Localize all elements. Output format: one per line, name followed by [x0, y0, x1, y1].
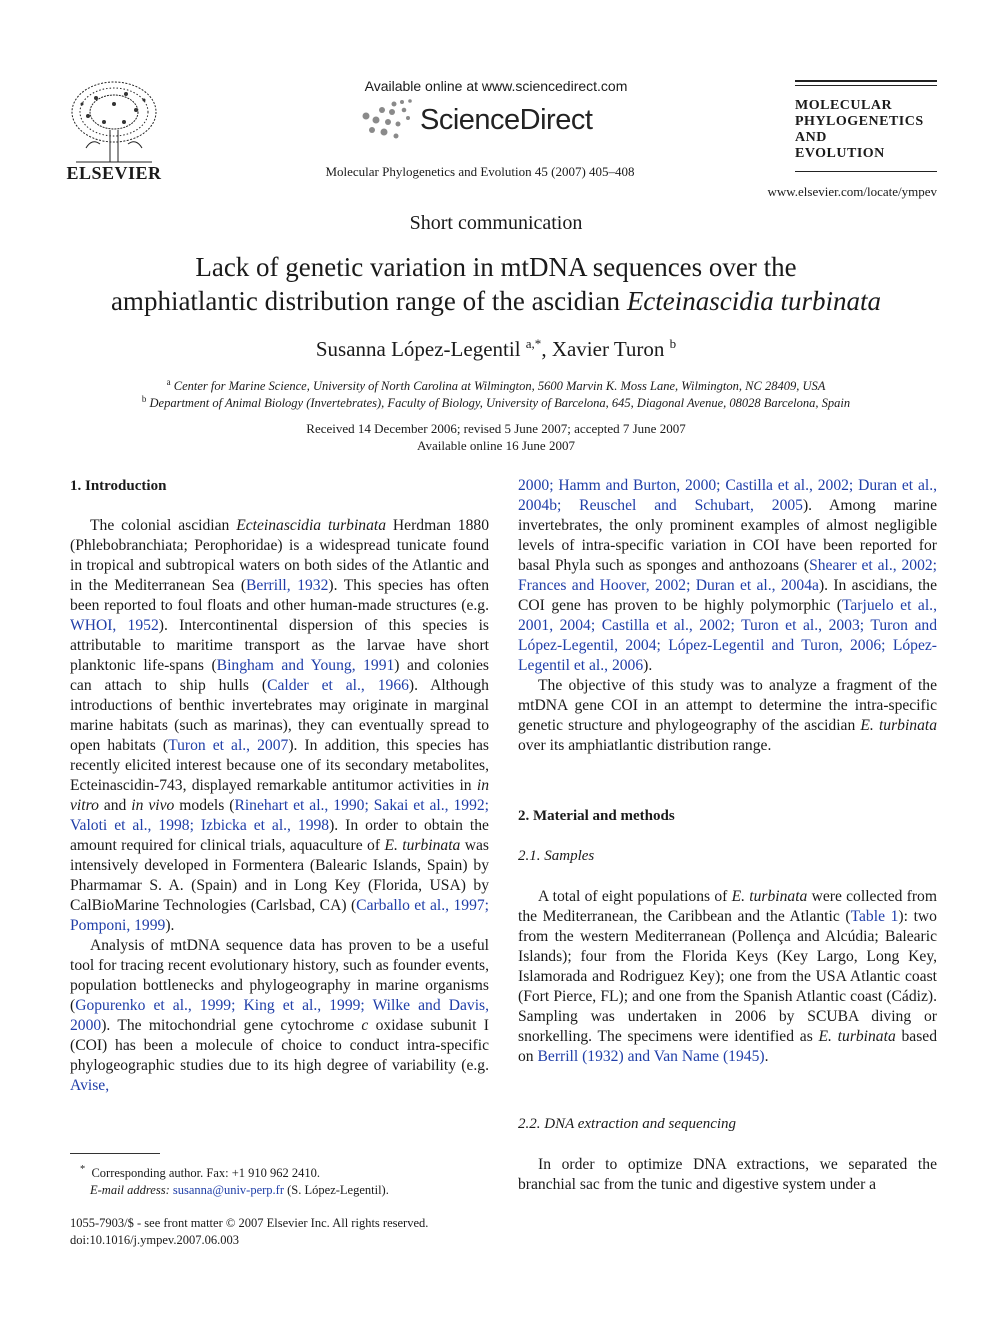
- text-run: ).: [165, 917, 175, 934]
- citation-link[interactable]: Rinehart et al., 1990; Sakai et al., 1992; Valoti et al., 1998; Izbicka et al., 1998: [70, 797, 490, 834]
- citation-link[interactable]: Turon et al., 2007: [168, 737, 289, 754]
- sciencedirect-dots-icon: [360, 98, 420, 142]
- text-run: ).: [643, 657, 653, 674]
- text-run: ). Among marine invertebrates, the only prominent examples of almost negligible levels of intra-specific variation in COI have been reported for basal Phyla such as sponges and anthozoans (: [518, 497, 937, 574]
- citation-link[interactable]: Tarjuelo et al., 2001, 2004; Castilla et al., 2002; Turon et al., 2003; Turon and López-Legentil, 2004; López-Legentil and Turon, 2006; López-Legentil et al., 2006: [518, 597, 937, 674]
- affiliation-a: [40, 377, 952, 394]
- text-run: were collected from the Mediterranean, the Caribbean and the Atlantic (: [518, 888, 937, 925]
- text-run: ). This species has often been reported to foul floats and other human-made structures (e.g.: [70, 577, 489, 614]
- text-run: oxidase subunit I (COI) has been a molecule of choice to conduct intra-specific phylogeographic studies due to its high degree of variability (e.g.: [70, 1017, 489, 1074]
- text-run: was intensively developed in Formentera (Balearic Islands, Spain) by Pharmamar S. A. (Spain) and in Long Key (Florida, USA) by CalBioMarine Technologies (Carlsbad, CA) (: [70, 837, 490, 914]
- front-matter: [70, 1215, 510, 1249]
- section-heading-methods: 2. Material and methods: [518, 808, 675, 824]
- species-name: Ecteinascidia turbinata: [626, 286, 882, 316]
- citation-link[interactable]: Berrill, 1932: [246, 577, 329, 594]
- footnote-text: Corresponding author. Fax: +1 910 962 2410.: [91, 1166, 321, 1181]
- text-run: ). In addition, this species has recently elicited interest because one of its secondary metabolites, Ecteinascidin-743, displayed remarkable antitumor activities in: [70, 737, 489, 794]
- citation-link[interactable]: 2000; Hamm and Burton, 2000; Castilla et al., 2002; Duran et al., 2004b; Reuschel and Schubart, 2005: [518, 477, 937, 514]
- title-line: [40, 284, 952, 318]
- text-run: In order to optimize DNA extractions, we separated the branchial sac from the tunic and digestive system under a: [518, 1156, 937, 1193]
- citation-link[interactable]: Bingham and Young, 1991: [216, 657, 395, 674]
- citation-link[interactable]: Berrill (1932) and Van Name (1945): [537, 1048, 765, 1065]
- text-run: ). Although introductions of benthic invertebrates may originate in marginal marine habitats (such as marinas), they can eventually spread to open habitats (: [70, 677, 489, 754]
- subsection-heading-dna: 2.2. DNA extraction and sequencing: [518, 1116, 737, 1132]
- right-column-body-top: [518, 476, 937, 756]
- footnote-divider: [70, 1153, 160, 1154]
- citation-link[interactable]: WHOI, 1952: [70, 617, 159, 634]
- citation-link[interactable]: Shearer et al., 2002; Frances and Hoover, 2002; Duran et al., 2004a: [518, 557, 937, 594]
- journal-title-line: EVOLUTION: [795, 146, 885, 161]
- paragraph: [70, 936, 489, 1096]
- author-name: Xavier Turon: [551, 337, 665, 361]
- journal-title: [795, 98, 924, 162]
- paragraph: [518, 476, 937, 676]
- text-run: Analysis of mtDNA sequence data has proven to be a useful tool for tracing recent evolutionary history, such as founder events, population bottlenecks and phylogeography in marine organisms (: [70, 937, 489, 1014]
- author-list: [0, 336, 992, 362]
- footnote-mark: *: [80, 1164, 86, 1175]
- article-title: [40, 250, 952, 318]
- italic-term: E. turbinata: [860, 717, 937, 734]
- journal-title-line: PHYLOGENETICS: [795, 114, 924, 129]
- email-link[interactable]: susanna@univ-perp.fr: [172, 1183, 285, 1198]
- divider: [795, 80, 937, 82]
- citation-link[interactable]: Table 1: [850, 908, 899, 925]
- elsevier-tree-logo-icon: [66, 78, 162, 164]
- italic-term: c: [361, 1017, 369, 1034]
- section-heading-introduction: 1. Introduction: [70, 478, 167, 494]
- affiliation-text: Center for Marine Science, University of North Carolina at Wilmington, 5600 Marvin K. Moss Lane, Wilmington, NC 28409, USA: [173, 379, 826, 394]
- text-run: The colonial ascidian: [90, 517, 237, 534]
- text-run: models (: [174, 797, 235, 814]
- text-run: Herdman 1880 (Phlebobranchiata; Perophoridae) is a widespread tunicate found in tropical and subtropical waters on both sides of the Atlantic and in the Mediterranean Sea (: [70, 517, 489, 594]
- right-column-dna: [518, 1155, 937, 1195]
- text-run: ) and colonies can attach to ship hulls (: [70, 657, 489, 694]
- email-label: E-mail address:: [90, 1183, 170, 1198]
- italic-term: E. turbinata: [384, 837, 461, 854]
- divider: [795, 171, 937, 172]
- right-column-samples: [518, 887, 937, 1067]
- email-owner: (S. López-Legentil).: [287, 1183, 389, 1198]
- text-run: ). In ascidians, the COI gene has proven to be highly polymorphic (: [518, 577, 937, 614]
- available-date: Available online 16 June 2007: [417, 438, 575, 453]
- text-run: over its amphiatlantic distribution range.: [518, 737, 772, 754]
- journal-title-line: MOLECULAR: [795, 98, 893, 113]
- text-run: ). In order to obtain the amount required for clinical trials, aquaculture of: [70, 817, 489, 854]
- citation-link[interactable]: Gopurenko et al., 1999; King et al., 1999; Wilke and Davis, 2000: [70, 997, 489, 1034]
- paragraph: [518, 1155, 937, 1195]
- publisher-name: ELSEVIER: [66, 163, 162, 183]
- footnote-email: [70, 1182, 489, 1199]
- text-run: The objective of this study was to analyze a fragment of the mtDNA gene COI in an attempt to determine the intra-specific genetic structure and phylogeography of the ascidian: [518, 677, 937, 734]
- issn-line: 1055-7903/$ - see front matter © 2007 Elsevier Inc. All rights reserved.: [70, 1216, 429, 1230]
- available-online-text: Available online at www.sciencedirect.com: [364, 78, 628, 94]
- journal-title-box: [795, 80, 937, 178]
- left-column-body: [70, 516, 489, 1096]
- text-run: A total of eight populations of: [538, 888, 732, 905]
- paragraph: [518, 887, 937, 1067]
- footnote: [70, 1161, 489, 1199]
- journal-citation: Molecular Phylogenetics and Evolution 45 (2007) 405–408: [325, 164, 635, 179]
- text-run: ): two from the western Mediterranean (Pollença and Alcúdia; Balearic Islands); four from the Florida Keys (Key Largo, Long Key, Islamorada and Rodriguez Key); one from the USA Atlantic coast (Fort Pierce, FL); and one from the Spanish Atlantic coast (Cádiz). Sampling was undertaken in 2006 by SCUBA diving or snorkelling. The specimens were identified as: [518, 908, 937, 1045]
- citation-link[interactable]: Avise,: [70, 1077, 110, 1094]
- affiliation-b: [40, 394, 952, 411]
- paragraph: [518, 676, 937, 756]
- text-run: .: [764, 1048, 769, 1065]
- sciencedirect-logo: ScienceDirect: [420, 104, 593, 136]
- citation-link[interactable]: Carballo et al., 1997; Pomponi, 1999: [70, 897, 490, 934]
- received-dates: Received 14 December 2006; revised 5 June 2007; accepted 7 June 2007: [306, 421, 686, 436]
- journal-url: www.elsevier.com/locate/ympev: [767, 184, 937, 199]
- title-text: amphiatlantic distribution range of the ascidian: [110, 286, 627, 316]
- journal-title-line: AND: [795, 130, 827, 145]
- title-line: Lack of genetic variation in mtDNA sequences over the: [195, 252, 797, 282]
- author-name: Susanna López-Legentil: [315, 337, 521, 361]
- text-run: and: [98, 797, 132, 814]
- italic-term: Ecteinascidia turbinata: [236, 517, 387, 534]
- divider: [795, 85, 937, 86]
- article-type: Short communication: [409, 212, 583, 234]
- subsection-heading-samples: 2.1. Samples: [518, 848, 595, 864]
- text-run: based on: [518, 1028, 938, 1065]
- italic-term: E. turbinata: [731, 888, 808, 905]
- author-affiliation-mark: a,*: [525, 336, 542, 351]
- italic-term: in vivo: [131, 797, 175, 814]
- text-run: ). The mitochondrial gene cytochrome: [101, 1017, 362, 1034]
- italic-term: E. turbinata: [818, 1028, 896, 1045]
- affiliation-label: a: [166, 377, 171, 387]
- text-run: ). Intercontinental dispersion of this species is attributable to maritime transport as the larvae have short planktonic life-spans (: [70, 617, 489, 674]
- citation-link[interactable]: Calder et al., 1966: [267, 677, 409, 694]
- paragraph: [70, 516, 489, 936]
- italic-term: in vitro: [70, 777, 489, 814]
- footnote-corresponding: [70, 1161, 489, 1182]
- doi-line: doi:10.1016/j.ympev.2007.06.003: [70, 1233, 239, 1247]
- author-affiliation-mark: b: [669, 336, 677, 351]
- affiliation-label: b: [141, 394, 147, 404]
- author-separator: ,: [541, 337, 552, 361]
- affiliation-text: Department of Animal Biology (Invertebrates), Faculty of Biology, University of Barcelona, 645, Diagonal Avenue, 08028 Barcelona, Spain: [149, 396, 851, 411]
